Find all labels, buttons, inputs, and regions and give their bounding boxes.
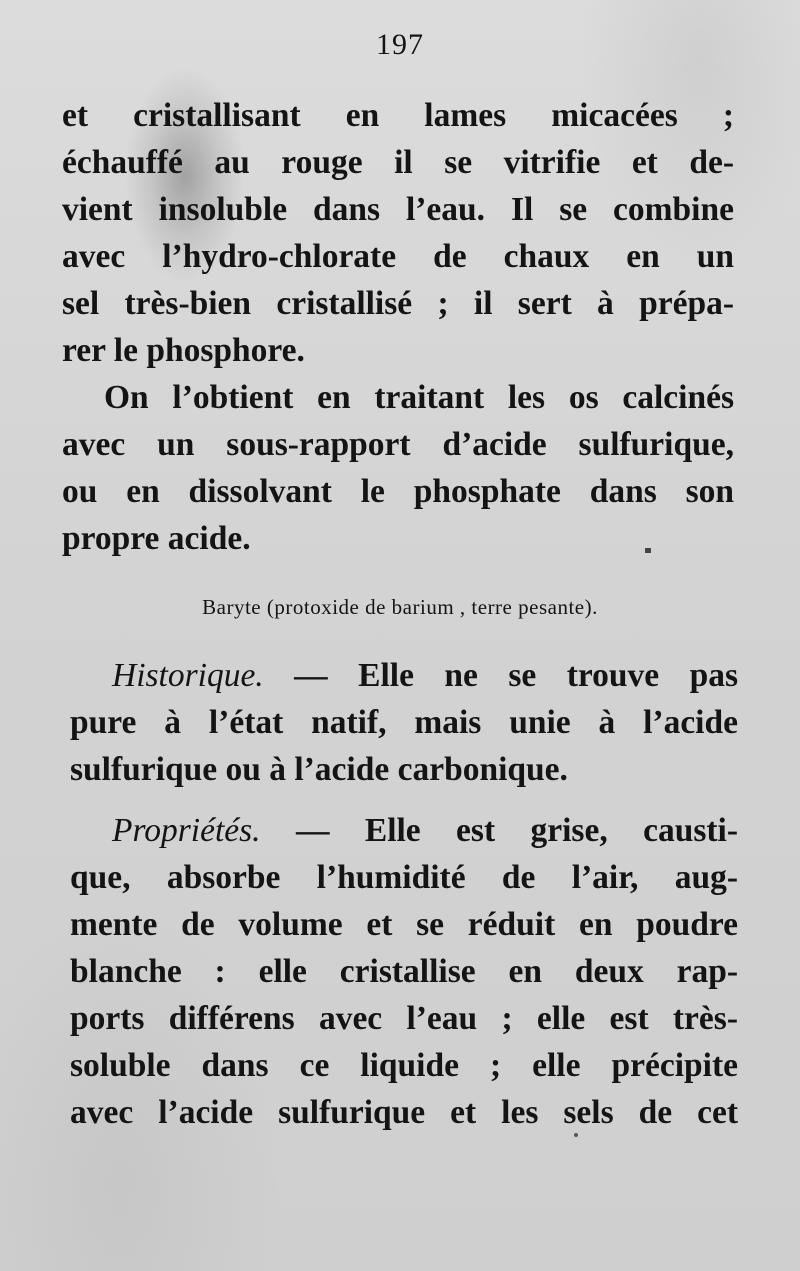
proprietes-label: Propriétés.	[112, 812, 261, 849]
ink-speck	[645, 548, 651, 553]
text-line: On l’obtient en traitant les os calcinés	[104, 379, 734, 416]
upper-text-block	[62, 92, 734, 562]
historique-first-line	[70, 652, 738, 699]
section-heading: Baryte (protoxide de barium , terre pesante).	[202, 595, 598, 619]
text-line: sulfurique ou à l’acide carbonique.	[70, 751, 568, 788]
historique-text: Elle ne se trouve pas	[358, 657, 739, 694]
text-line: rer le phosphore.	[62, 332, 305, 369]
ink-speck	[574, 1133, 578, 1137]
page-number: 197	[376, 28, 424, 61]
text-line: avec l’acide sulfurique et les sels de cet	[70, 1094, 738, 1131]
text-line: vient insoluble dans l’eau. Il se combine	[62, 191, 734, 228]
text-line: échauffé au rouge il se vitrifie et de-	[62, 144, 734, 181]
lower-text-block	[70, 652, 738, 1136]
text-line: ports différens avec l’eau ; elle est très-	[70, 1000, 738, 1037]
text-line: propre acide.	[62, 520, 251, 557]
historique-label: Historique.	[112, 657, 264, 694]
text-line: ou en dissolvant le phosphate dans son	[62, 473, 734, 510]
paragraph-gap	[70, 793, 738, 807]
proprietes-text: Elle est grise, causti-	[364, 812, 738, 849]
text-line: et cristallisant en lames micacées ;	[62, 97, 734, 134]
em-dash: —	[260, 812, 365, 849]
text-line: soluble dans ce liquide ; elle précipite	[70, 1047, 738, 1084]
text-line: blanche : elle cristallise en deux rap-	[70, 953, 738, 990]
text-line: pure à l’état natif, mais unie à l’acide	[70, 704, 738, 741]
text-line: sel très-bien cristallisé ; il sert à prépa-	[62, 285, 734, 322]
text-line: mente de volume et se réduit en poudre	[70, 906, 738, 943]
em-dash: —	[263, 657, 359, 694]
text-line: avec l’hydro-chlorate de chaux en un	[62, 238, 734, 275]
text-line: que, absorbe l’humidité de l’air, aug-	[70, 859, 738, 896]
text-line: avec un sous-rapport d’acide sulfurique,	[62, 426, 734, 463]
proprietes-first-line	[70, 807, 738, 854]
